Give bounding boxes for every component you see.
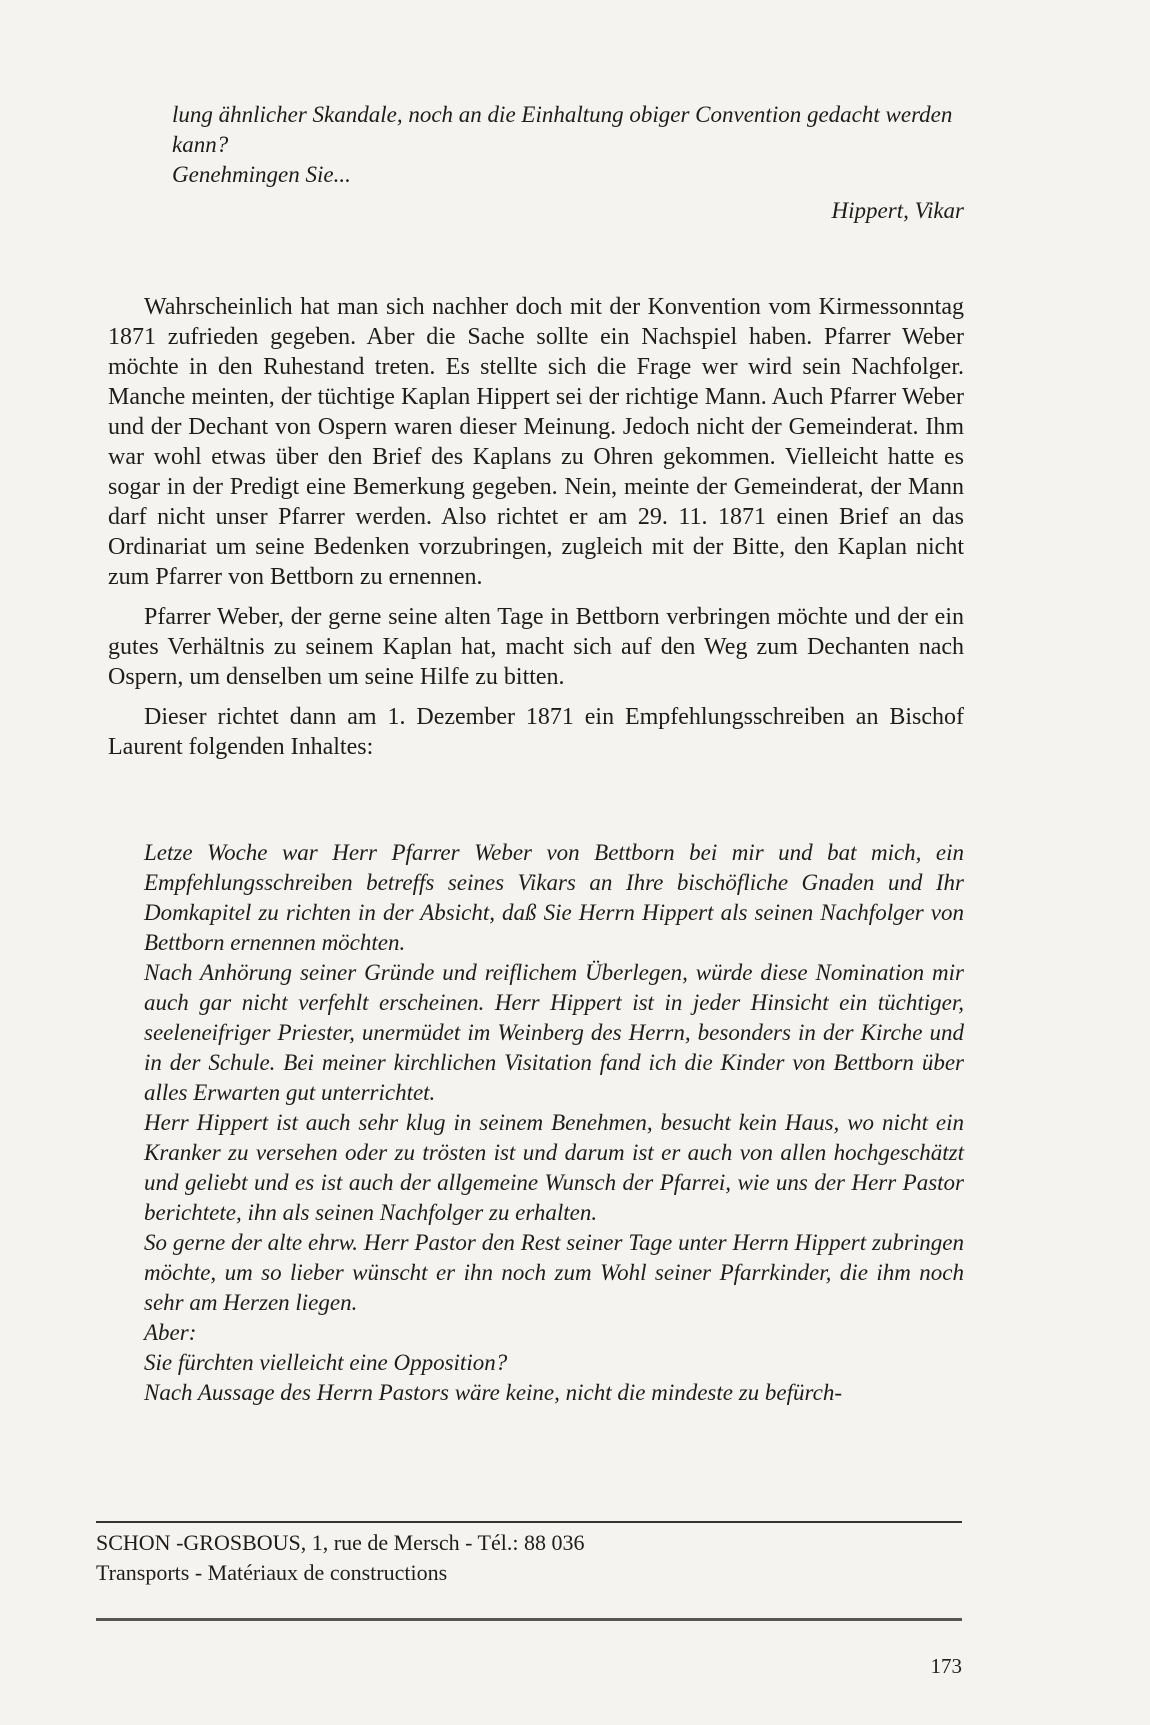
advertisement-top-rule xyxy=(96,1521,962,1523)
body-paragraph: Dieser richtet dann am 1. Dezember 1871 ein Empfehlungsschreiben an Bischof Laurent folgenden Inhaltes: xyxy=(108,704,964,760)
body-paragraph: Pfarrer Weber, der gerne seine alten Tage in Bettborn verbringen möchte und der ein gutes Verhältnis zu seinem Kaplan hat, macht sich auf den Weg zum Dechanten nach Ospern, um denselben um seine Hilfe zu bitten. xyxy=(108,604,964,690)
body-paragraph: Wahrscheinlich hat man sich nachher doch mit der Konvention vom Kirmessonntag 1871 zufrieden gegeben. Aber die Sache sollte ein Nachspiel haben. Pfarrer Weber möchte in den Ruhestand treten. Es stellte sich die Frage wer wird sein Nachfolger. Manche meinten, der tüchtige Kaplan Hippert sei der richtige Mann. Auch Pfarrer Weber und der Dechant von Ospern waren dieser Meinung. Jedoch nicht der Gemeinderat. Ihm war wohl etwas über den Brief des Kaplans zu Ohren gekommen. Vielleicht hatte es sogar in der Predigt eine Bemerkung gegeben. Nein, meinte der Gemeinderat, der Mann darf nicht unser Pfarrer werden. Also richtet er am 29. 11. 1871 einen Brief an das Ordinariat um seine Bedenken vorzubringen, zugleich mit der Bitte, den Kaplan nicht zum Pfarrer von Bettborn zu ernennen. xyxy=(108,294,964,590)
advertisement-company-line: SCHON -GROSBOUS, 1, rue de Mersch - Tél.: 88 036 xyxy=(96,1530,585,1555)
letter-paragraph: Nach Anhörung seiner Gründe und reiflichem Überlegen, würde diese Nomination mir auch gar nicht verfehlt erscheinen. Herr Hippert ist in jeder Hinsicht ein tüchtiger, seeleneifriger Priester, unermüdet im Weinberg des Herrn, besonders in der Kirche und in der Schule. Bei meiner kirchlichen Visitation fand ich die Kinder von Bettborn über alles Erwarten gut unterrichtet. xyxy=(144,960,964,1105)
letter-paragraph: Nach Aussage des Herrn Pastors wäre keine, nicht die mindeste zu befürch- xyxy=(144,1380,842,1405)
quote-line: Genehmingen Sie... xyxy=(172,162,351,187)
body-text xyxy=(108,292,964,762)
quoted-letter-ending xyxy=(172,100,964,226)
letter-paragraph: So gerne der alte ehrw. Herr Pastor den Rest seiner Tage unter Herrn Hippert zubringen möchte, um so lieber wünscht er ihn noch zum Wohl seiner Pfarrkinder, die ihm noch sehr am Herzen liegen. xyxy=(144,1230,964,1315)
letter-paragraph: Herr Hippert ist auch sehr klug in seinem Benehmen, besucht kein Haus, wo nicht ein Kranker zu versehen oder zu trösten ist und darum ist er auch von allen hochgeschätzt und geliebt und es ist auch der allgemeine Wunsch der Pfarrei, wie uns der Herr Pastor berichtete, ihn als seinen Nachfolger zu erhalten. xyxy=(144,1110,964,1225)
quoted-recommendation-letter xyxy=(144,838,964,1408)
letter-signature: Hippert, Vikar xyxy=(831,198,964,223)
letter-paragraph: Letze Woche war Herr Pfarrer Weber von Bettborn bei mir und bat mich, ein Empfehlungsschreiben betreffs seines Vikars an Ihre bischöfliche Gnaden und Ihr Domkapitel zu richten in der Absicht, daß Sie Herrn Hippert als seinen Nachfolger von Bettborn ernennen möchten. xyxy=(144,840,964,955)
letter-paragraph: Aber: xyxy=(144,1320,197,1345)
advertisement-bottom-rule xyxy=(96,1618,962,1621)
letter-paragraph: Sie fürchten vielleicht eine Opposition? xyxy=(144,1350,508,1375)
quote-line: lung ähnlicher Skandale, noch an die Einhaltung obiger Convention gedacht werden kann? xyxy=(172,102,953,157)
advertisement xyxy=(96,1528,962,1588)
page-number: 173 xyxy=(930,1654,962,1678)
advertisement-services-line: Transports - Matériaux de constructions xyxy=(96,1560,448,1585)
